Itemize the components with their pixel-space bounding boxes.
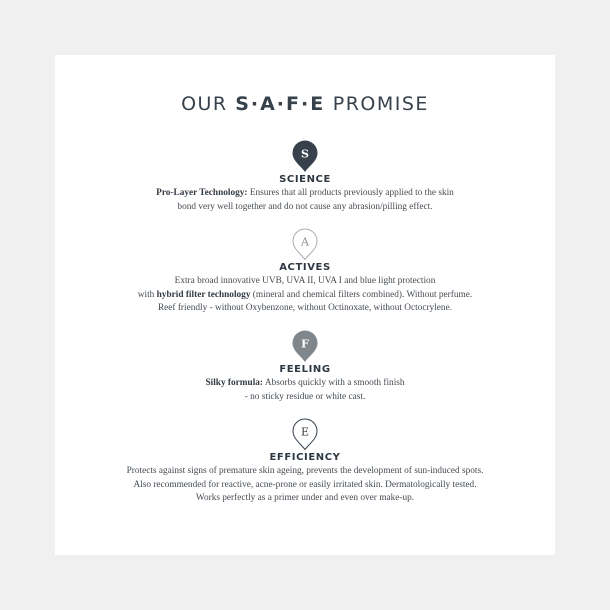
feeling-body	[55, 377, 555, 404]
actives-line-1: Extra broad innovative UVB, UVA II, UVA I and blue light protection	[174, 276, 436, 286]
efficiency-line-2: Also recommended for reactive, acne-prone or easily irritated skin. Dermatologically tested.	[133, 479, 477, 490]
science-heading: SCIENCE	[279, 174, 331, 185]
efficiency-pin-letter: E	[300, 425, 310, 439]
efficiency-line-3: Works perfectly as a primer under and even over make-up.	[195, 493, 415, 503]
section-actives	[55, 227, 555, 316]
efficiency-body	[55, 465, 555, 506]
feeling-heading: FEELING	[279, 364, 331, 375]
science-body	[55, 187, 555, 214]
safe-promise-card	[55, 55, 555, 555]
title-safe: S·A·F·E	[235, 93, 326, 115]
actives-heading: ACTIVES	[279, 262, 331, 273]
efficiency-line-1: Protects against signs of premature skin ageing, prevents the development of sun-induced spots.	[126, 466, 484, 476]
actives-line-3: Reef friendly - without Oxybenzone, without Octinoxate, without Octocrylene.	[157, 303, 453, 313]
section-feeling	[55, 329, 555, 404]
title-suffix: PROMISE	[332, 93, 429, 115]
feeling-line-1: Silky formula: Absorbs quickly with a smooth finish	[205, 378, 405, 388]
efficiency-heading: EFFICIENCY	[269, 452, 341, 463]
science-line-2: bond very well together and do not cause any abrasion/pilling effect.	[177, 201, 433, 212]
feeling-pin-letter: F	[301, 337, 309, 351]
section-efficiency	[55, 417, 555, 506]
section-science	[55, 139, 555, 214]
feeling-line-2: - no sticky residue or white cast.	[244, 391, 366, 402]
science-line-1: Pro-Layer Technology: Ensures that all products previously applied to the skin	[156, 188, 454, 198]
actives-pin-letter: A	[301, 235, 309, 249]
actives-body	[55, 275, 555, 316]
actives-pin-icon	[291, 227, 319, 261]
page-title	[55, 92, 555, 116]
title-prefix: OUR	[181, 93, 228, 115]
feeling-pin-icon	[291, 329, 319, 363]
actives-line-2: with hybrid filter technology (mineral and chemical filters combined). Without perfume.	[137, 289, 473, 300]
science-pin-icon	[291, 139, 319, 173]
efficiency-pin-icon	[291, 417, 319, 451]
science-pin-letter: S	[301, 147, 309, 161]
